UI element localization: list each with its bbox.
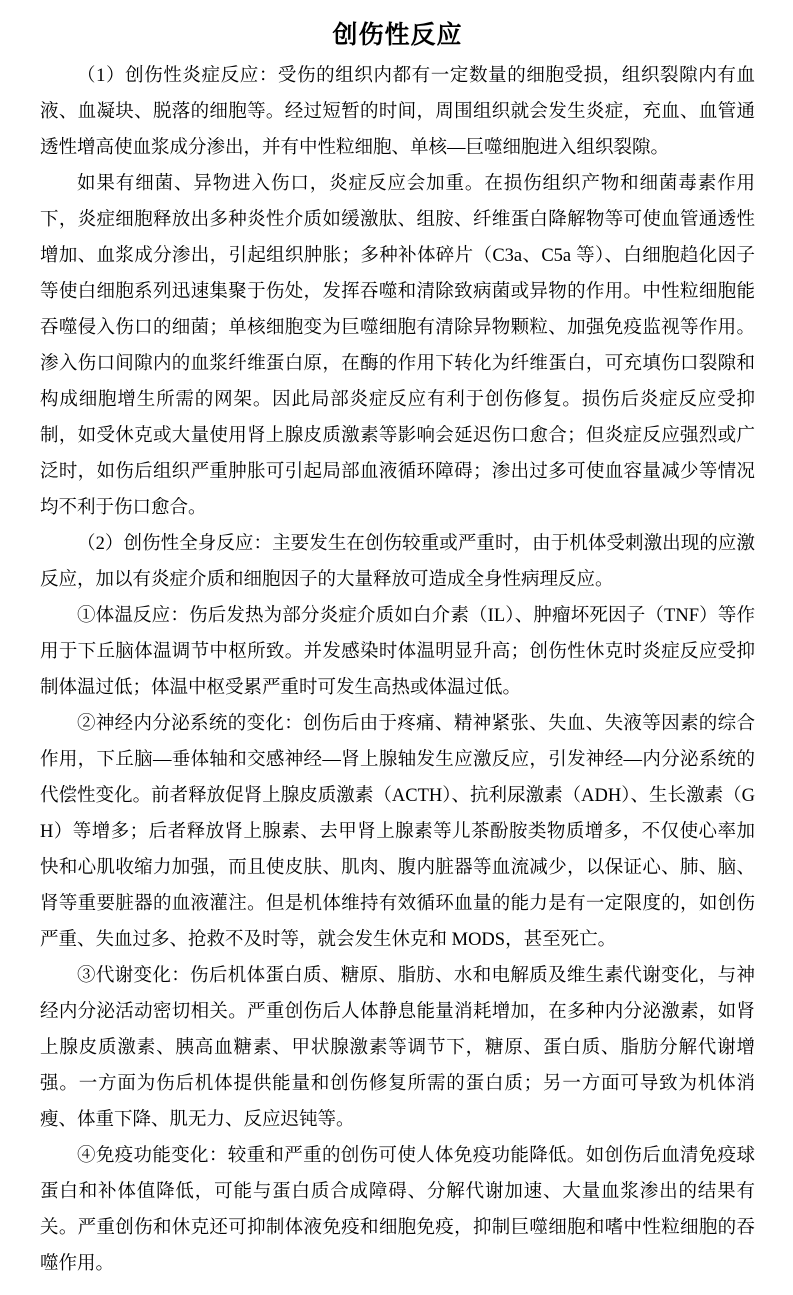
paragraph-body-temperature-reaction: ①体温反应：伤后发热为部分炎症介质如白介素（IL）、肿瘤坏死因子（TNF）等作用于下丘脑体温调节中枢所致。并发感染时体温明显升高；创伤性休克时炎症反应受抑制体温过低；体温中枢受累严重时可发生高热或体温过低。 bbox=[40, 606, 755, 698]
paragraph-immune-function-changes: ④免疫功能变化：较重和严重的创伤可使人体免疫功能降低。如创伤后血清免疫球蛋白和补体值降低，可能与蛋白质合成障碍、分解代谢加速、大量血浆渗出的结果有关。严重创伤和休克还可抑制体液免疫和细胞免疫，抑制巨噬细胞和嗜中性粒细胞的吞噬作用。 bbox=[40, 1146, 755, 1274]
paragraph-bacteria-foreign-body: 如果有细菌、异物进入伤口，炎症反应会加重。在损伤组织产物和细菌毒素作用下，炎症细胞释放出多种炎性介质如缓激肽、组胺、纤维蛋白降解物等可使血管通透性增加、血浆成分渗出，引起组织肿胀；多种补体碎片（C3a、C5a 等）、白细胞趋化因子等使白细胞系列迅速集聚于伤处，发挥吞噬和清除致病菌或异物的作用。中性粒细胞能吞噬侵入伤口的细菌；单核细胞变为巨噬细胞有清除异物颗粒、加强免疫监视等作用。渗入伤口间隙内的血浆纤维蛋白原，在酶的作用下转化为纤维蛋白，可充填伤口裂隙和构成细胞增生所需的网架。因此局部炎症反应有利于创伤修复。损伤后炎症反应受抑制，如受休克或大量使用肾上腺皮质激素等影响会延迟伤口愈合；但炎症反应强烈或广泛时，如伤后组织严重肿胀可引起局部血液循环障碍；渗出过多可使血容量减少等情况均不利于伤口愈合。 bbox=[40, 174, 755, 518]
paragraph-systemic-reaction: （2）创伤性全身反应：主要发生在创伤较重或严重时，由于机体受刺激出现的应激反应，加以有炎症介质和细胞因子的大量释放可造成全身性病理反应。 bbox=[40, 534, 755, 590]
paragraph-neuroendocrine-changes: ②神经内分泌系统的变化：创伤后由于疼痛、精神紧张、失血、失液等因素的综合作用，下丘脑—垂体轴和交感神经—肾上腺轴发生应激反应，引发神经—内分泌系统的代偿性变化。前者释放促肾上腺皮质激素（ACTH）、抗利尿激素（ADH）、生长激素（GH）等增多；后者释放肾上腺素、去甲肾上腺素等儿茶酚胺类物质增多，不仅使心率加快和心肌收缩力加强，而且使皮肤、肌肉、腹内脏器等血流减少，以保证心、肺、脑、肾等重要脏器的血液灌注。但是机体维持有效循环血量的能力是有一定限度的，如创伤严重、失血过多、抢救不及时等，就会发生休克和 MODS，甚至死亡。 bbox=[40, 714, 755, 950]
document-title: 创伤性反应 bbox=[332, 22, 463, 49]
paragraph-metabolic-changes: ③代谢变化：伤后机体蛋白质、糖原、脂肪、水和电解质及维生素代谢变化，与神经内分泌活动密切相关。严重创伤后人体静息能量消耗增加，在多种内分泌激素，如肾上腺皮质激素、胰高血糖素、甲状腺激素等调节下，糖原、蛋白质、脂肪分解代谢增强。一方面为伤后机体提供能量和创伤修复所需的蛋白质；另一方面可导致为机体消瘦、体重下降、肌无力、反应迟钝等。 bbox=[40, 966, 755, 1130]
document-body bbox=[40, 58, 755, 1282]
paragraph-inflammatory-reaction: （1）创伤性炎症反应：受伤的组织内都有一定数量的细胞受损，组织裂隙内有血液、血凝块、脱落的细胞等。经过短暂的时间，周围组织就会发生炎症，充血、血管通透性增高使血浆成分渗出，并有中性粒细胞、单核—巨噬细胞进入组织裂隙。 bbox=[40, 66, 755, 158]
